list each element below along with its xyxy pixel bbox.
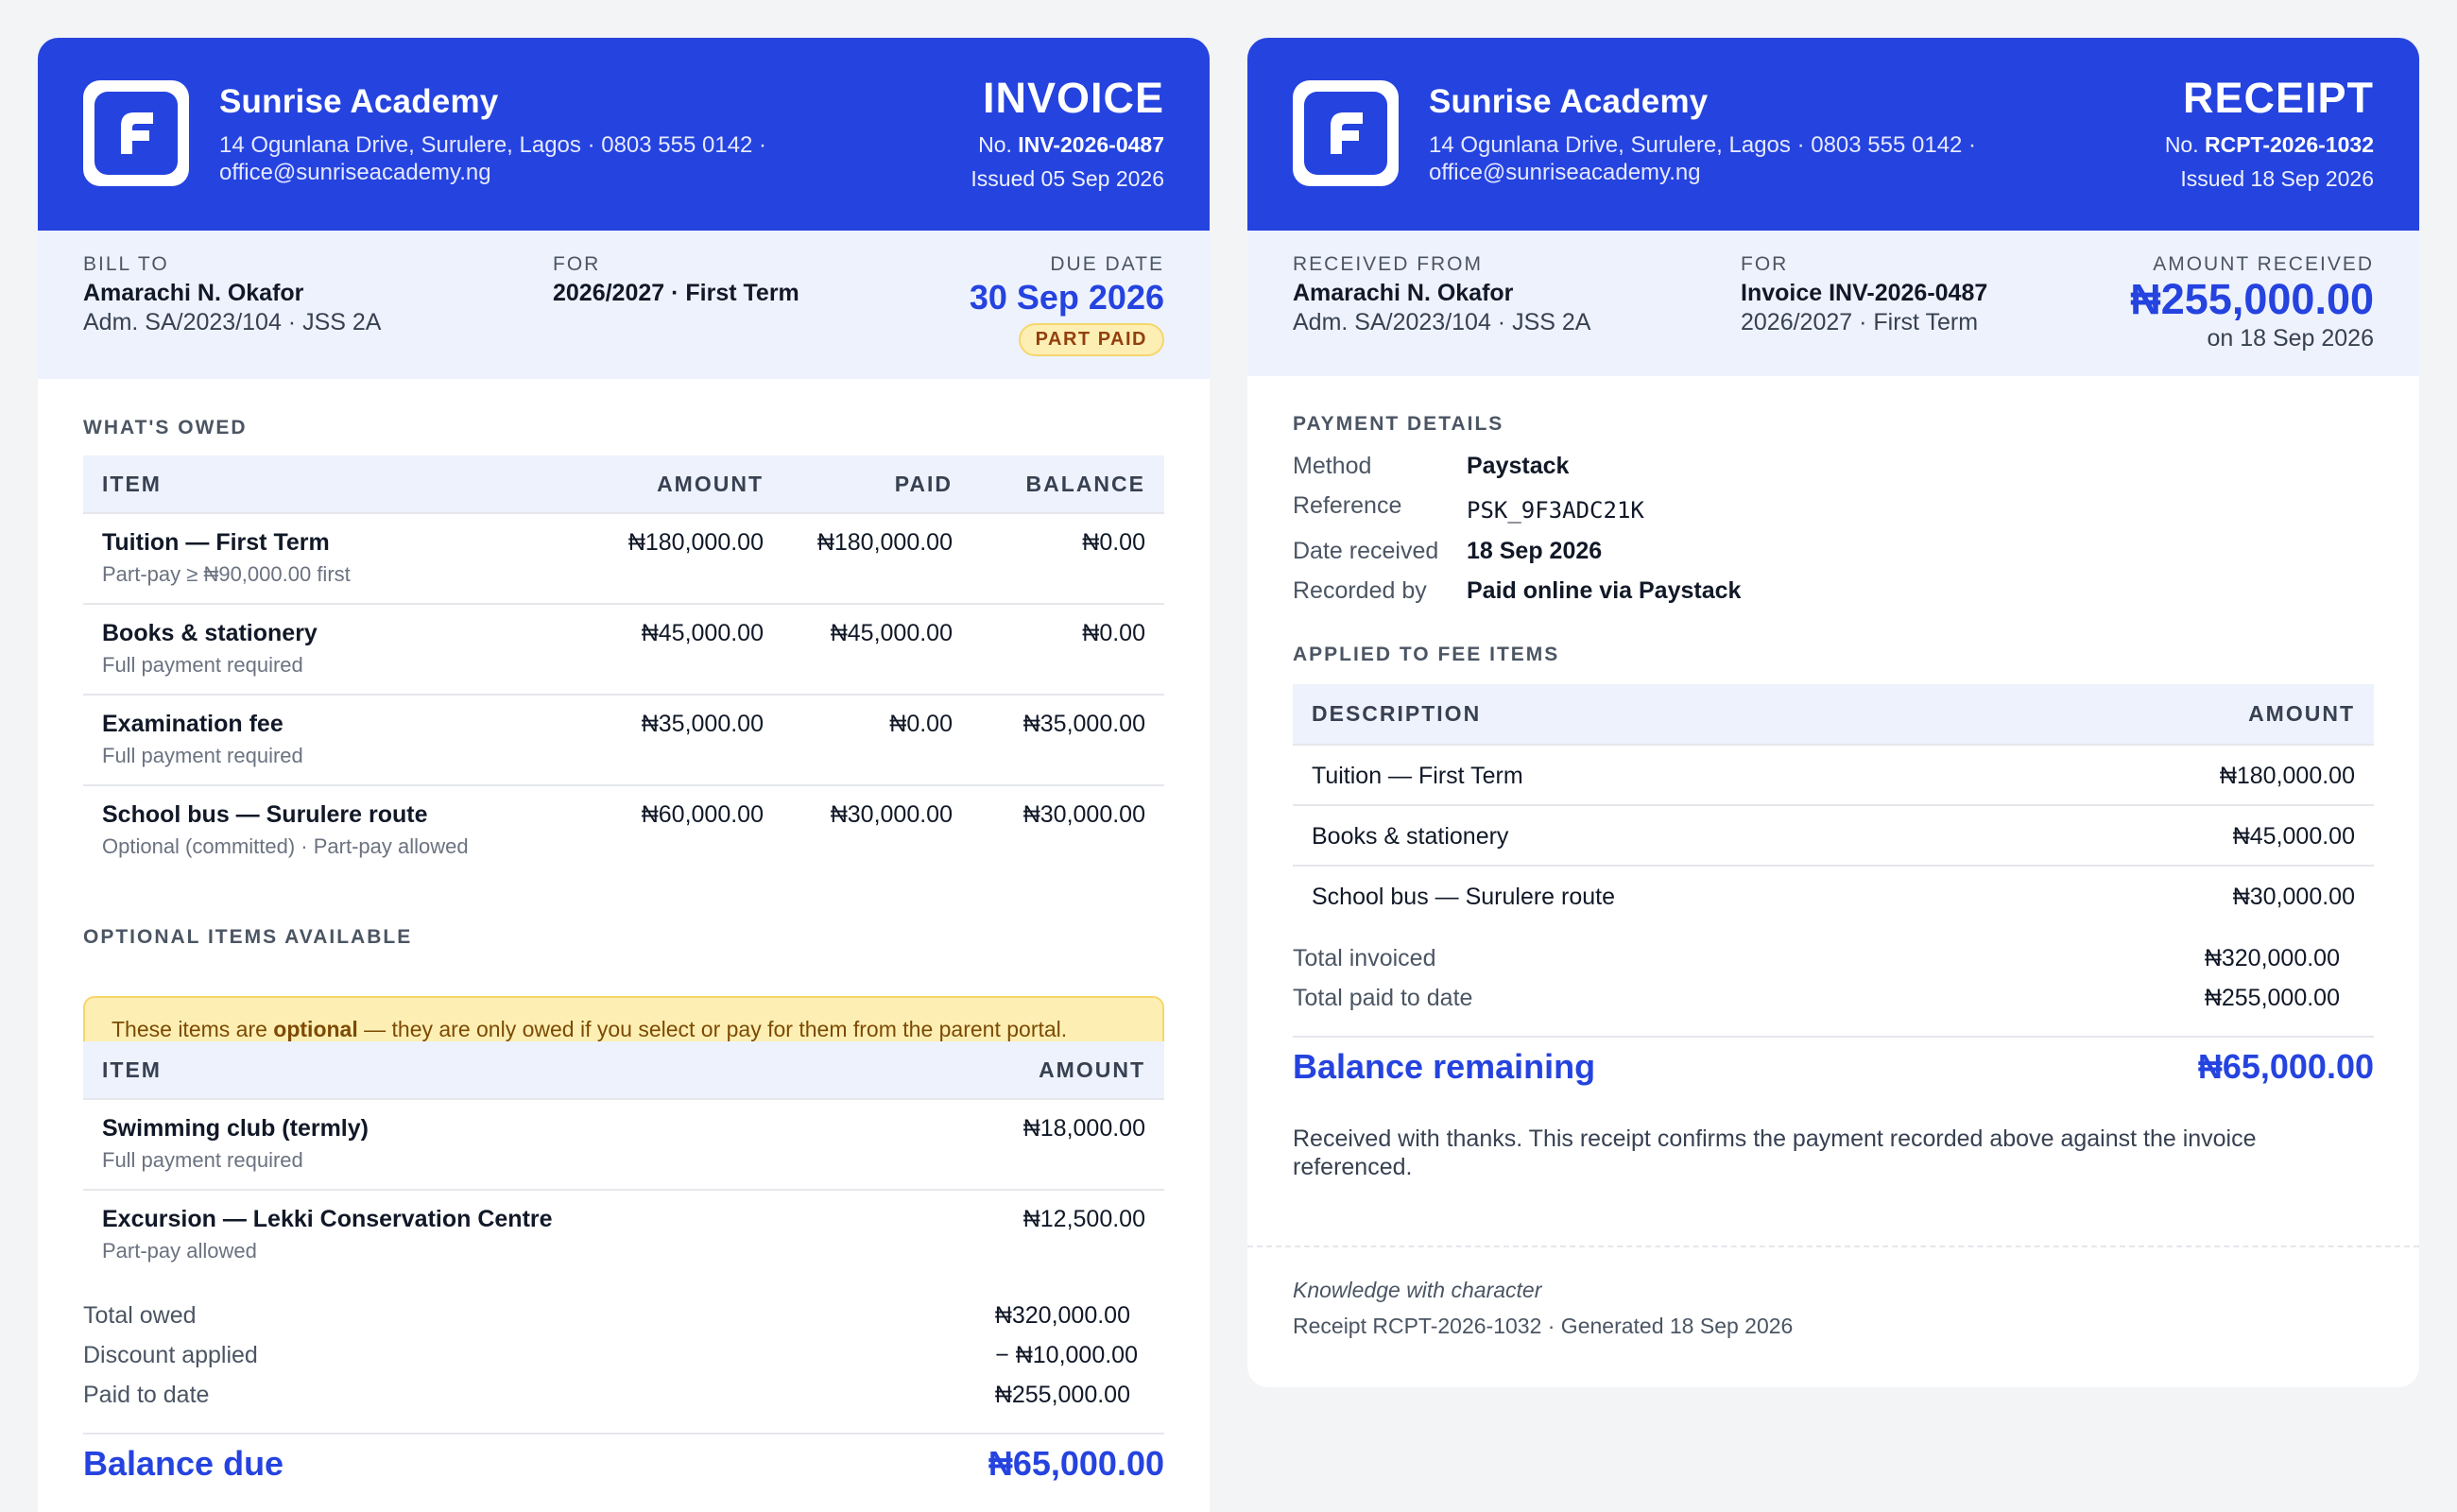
item-paid: ₦30,000.00 — [830, 801, 953, 828]
item-amount: ₦18,000.00 — [1022, 1115, 1145, 1142]
table-row — [83, 695, 1164, 785]
due-date-label: DUE DATE — [1050, 253, 1164, 275]
applied-desc: Books & stationery — [1312, 823, 1509, 850]
item-name: Swimming club (termly) — [102, 1115, 369, 1142]
student-meta: Adm. SA/2023/104 · JSS 2A — [83, 309, 382, 335]
owed-table — [83, 455, 1164, 876]
applied-amount: ₦180,000.00 — [2219, 763, 2355, 789]
received-from — [1293, 253, 1590, 336]
receipt-card: Sunrise Academy 14 Ogunlana Drive, Surulere, Lagos · 0803 555 0142 · office@sunriseacademy.ng RECEIPT No. RCPT-2026-1032 Issued 18 Sep 2026 RECEIVED FROM Amarachi N. Okafor Adm. SA/2023/104 · JSS 2A FOR Invoice INV-2026-0487 2026/2027 · First Term AMOUNT RECEIVED ₦255,000.00 on 18 Sep 2026 PAYMENT DETAILS Method Paystack Reference PSK_9F3ADC21K Date received 18 Sep 2026 Recorded by Paid online via Paystack APPLIED TO FEE ITEMS DESCRIPTION AMOUNT Tuition — First Term ₦180,000.00 Books & stationery ₦45,000.00 School bus — Surulere route ₦30,000.00 Total invoiced ₦320,000.00 Total paid to date ₦255,000.00 Balance remaining ₦65,000.00 Received with thanks. This receipt confirms the payment recorded above against the invoice referenced. Knowledge with character Receipt RCPT-2026-1032 · Generated 18 Sep 2026 — [1247, 38, 2419, 1387]
item-note: Optional (committed) · Part-pay allowed — [102, 834, 469, 858]
table-row — [83, 1190, 1164, 1280]
table-row — [1293, 866, 2374, 926]
paid-to-date-row: Paid to date ₦255,000.00 — [83, 1382, 1130, 1408]
student-name: Amarachi N. Okafor — [83, 280, 304, 306]
applied-desc: School bus — Surulere route — [1312, 884, 1616, 910]
school-motto: Knowledge with character — [1293, 1278, 1542, 1302]
item-note: Part-pay allowed — [102, 1239, 257, 1263]
item-amount: ₦45,000.00 — [641, 620, 764, 646]
paid-to-date-value: ₦255,000.00 — [994, 1382, 1130, 1408]
divider — [83, 1433, 1164, 1435]
school-logo — [83, 80, 189, 186]
discount-value: − ₦10,000.00 — [995, 1342, 1138, 1368]
item-note: Part-pay ≥ ₦90,000.00 first — [102, 562, 351, 586]
table-row — [83, 513, 1164, 604]
payment-details-label: PAYMENT DETAILS — [1293, 413, 1504, 435]
for-value: 2026/2027 · First Term — [553, 280, 799, 306]
item-name: Tuition — First Term — [102, 529, 330, 556]
total-owed-value: ₦320,000.00 — [994, 1302, 1130, 1329]
item-balance: ₦30,000.00 — [1022, 801, 1145, 828]
applied-table-header — [1293, 684, 2374, 745]
school-name: Sunrise Academy — [219, 83, 499, 120]
invoice-for — [553, 253, 799, 307]
school-address: 14 Ogunlana Drive, Surulere, Lagos · 0803 555 0142 · office@sunriseacademy.ng — [219, 132, 767, 185]
receipt-header — [1247, 38, 2419, 231]
applied-amount: ₦45,000.00 — [2232, 823, 2355, 850]
letter-f-logo-icon — [94, 92, 178, 175]
thanks-message: Received with thanks. This receipt confirms the payment recorded above against the invoice referenced. — [1293, 1125, 2257, 1180]
for-label: FOR — [553, 253, 601, 275]
invoice-card — [38, 38, 1210, 1512]
footer-reference: Receipt RCPT-2026-1032 · Generated 18 Sep 2026 — [1293, 1314, 1794, 1338]
footer-divider — [1247, 1246, 2419, 1247]
invoice-number: No. INV-2026-0487 — [978, 132, 1164, 157]
receipt-title: RECEIPT — [2182, 74, 2374, 122]
item-amount: ₦180,000.00 — [627, 529, 764, 556]
item-amount: ₦60,000.00 — [641, 801, 764, 828]
item-paid: ₦0.00 — [889, 711, 953, 737]
letter-f-logo-icon — [1304, 92, 1387, 175]
item-paid: ₦45,000.00 — [830, 620, 953, 646]
student-meta: Adm. SA/2023/104 · JSS 2A — [1293, 309, 1591, 335]
invoice-header — [38, 38, 1210, 231]
receipt-meta — [1247, 231, 2419, 376]
table-row — [83, 604, 1164, 695]
amount-received: ₦255,000.00 — [2130, 275, 2374, 323]
school-logo — [1293, 80, 1399, 186]
applied-desc: Tuition — First Term — [1312, 763, 1523, 789]
balance-due-row: Balance due ₦65,000.00 — [83, 1444, 1164, 1483]
col-amount: AMOUNT — [2248, 701, 2355, 726]
balance-remaining-row: Balance remaining ₦65,000.00 — [1293, 1047, 2374, 1086]
applied-section-label: APPLIED TO FEE ITEMS — [1293, 644, 1560, 665]
col-amount: AMOUNT — [1039, 1057, 1145, 1082]
item-name: Examination fee — [102, 711, 284, 737]
total-paid-value: ₦255,000.00 — [2204, 985, 2340, 1011]
col-description: DESCRIPTION — [1312, 701, 1482, 726]
receipt-for — [1741, 253, 1987, 336]
optional-notice: These items are optional — they are only owed if you select or pay for them from the parent portal. — [83, 996, 1164, 1064]
total-invoiced-value: ₦320,000.00 — [2204, 945, 2340, 971]
col-item: ITEM — [102, 471, 162, 496]
item-balance: ₦0.00 — [1082, 529, 1145, 556]
item-balance: ₦0.00 — [1082, 620, 1145, 646]
item-amount: ₦12,500.00 — [1022, 1206, 1145, 1232]
school-name: Sunrise Academy — [1429, 83, 1709, 120]
item-name: School bus — Surulere route — [102, 801, 428, 828]
item-balance: ₦35,000.00 — [1022, 711, 1145, 737]
col-balance: BALANCE — [1025, 471, 1145, 496]
discount-row: Discount applied − ₦10,000.00 — [83, 1342, 1138, 1368]
receipt-number: No. RCPT-2026-1032 — [2164, 132, 2374, 157]
invoice-title: INVOICE — [982, 74, 1164, 122]
receipt-issued-date: Issued 18 Sep 2026 — [2180, 166, 2374, 191]
total-paid-row: Total paid to date ₦255,000.00 — [1293, 985, 2340, 1011]
table-row — [83, 1099, 1164, 1190]
col-amount: AMOUNT — [657, 471, 764, 496]
for-value: Invoice INV-2026-0487 — [1741, 280, 1988, 306]
optional-table — [83, 1041, 1164, 1280]
invoice-meta — [38, 231, 1210, 379]
item-note: Full payment required — [102, 653, 303, 677]
owed-section-label: WHAT'S OWED — [83, 417, 248, 438]
item-amount: ₦35,000.00 — [641, 711, 764, 737]
received-from-label: RECEIVED FROM — [1293, 253, 1484, 275]
balance-remaining-value: ₦65,000.00 — [2197, 1047, 2374, 1086]
bill-to-label: BILL TO — [83, 253, 169, 275]
table-row — [1293, 805, 2374, 866]
item-name: Books & stationery — [102, 620, 318, 646]
amount-received-block — [2130, 253, 2374, 352]
col-item: ITEM — [102, 1057, 162, 1082]
item-note: Full payment required — [102, 1148, 303, 1172]
bill-to — [83, 253, 381, 336]
optional-section-label: OPTIONAL ITEMS AVAILABLE — [83, 926, 413, 948]
divider — [1293, 1036, 2374, 1038]
total-invoiced-row: Total invoiced ₦320,000.00 — [1293, 945, 2340, 971]
col-paid: PAID — [894, 471, 953, 496]
invoice-issued-date: Issued 05 Sep 2026 — [971, 166, 1164, 191]
table-row — [1293, 745, 2374, 805]
total-owed-row: Total owed ₦320,000.00 — [83, 1302, 1130, 1329]
for-label: FOR — [1741, 253, 1789, 275]
optional-table-header — [83, 1041, 1164, 1099]
school-address: 14 Ogunlana Drive, Surulere, Lagos · 0803 555 0142 · office@sunriseacademy.ng — [1429, 132, 1977, 185]
due-date: 30 Sep 2026 — [969, 278, 1164, 317]
student-name: Amarachi N. Okafor — [1293, 280, 1514, 306]
applied-amount: ₦30,000.00 — [2232, 884, 2355, 910]
item-note: Full payment required — [102, 744, 303, 767]
table-row — [83, 785, 1164, 876]
balance-due-value: ₦65,000.00 — [988, 1444, 1164, 1483]
status-badge: PART PAID — [1019, 323, 1164, 356]
item-paid: ₦180,000.00 — [816, 529, 953, 556]
amount-received-date: on 18 Sep 2026 — [2207, 325, 2374, 352]
applied-table — [1293, 684, 2374, 926]
amount-received-label: AMOUNT RECEIVED — [2153, 253, 2374, 275]
owed-table-header — [83, 455, 1164, 513]
due-date-block — [970, 253, 1164, 356]
item-name: Excursion — Lekki Conservation Centre — [102, 1206, 553, 1232]
for-sub: 2026/2027 · First Term — [1741, 309, 1979, 335]
